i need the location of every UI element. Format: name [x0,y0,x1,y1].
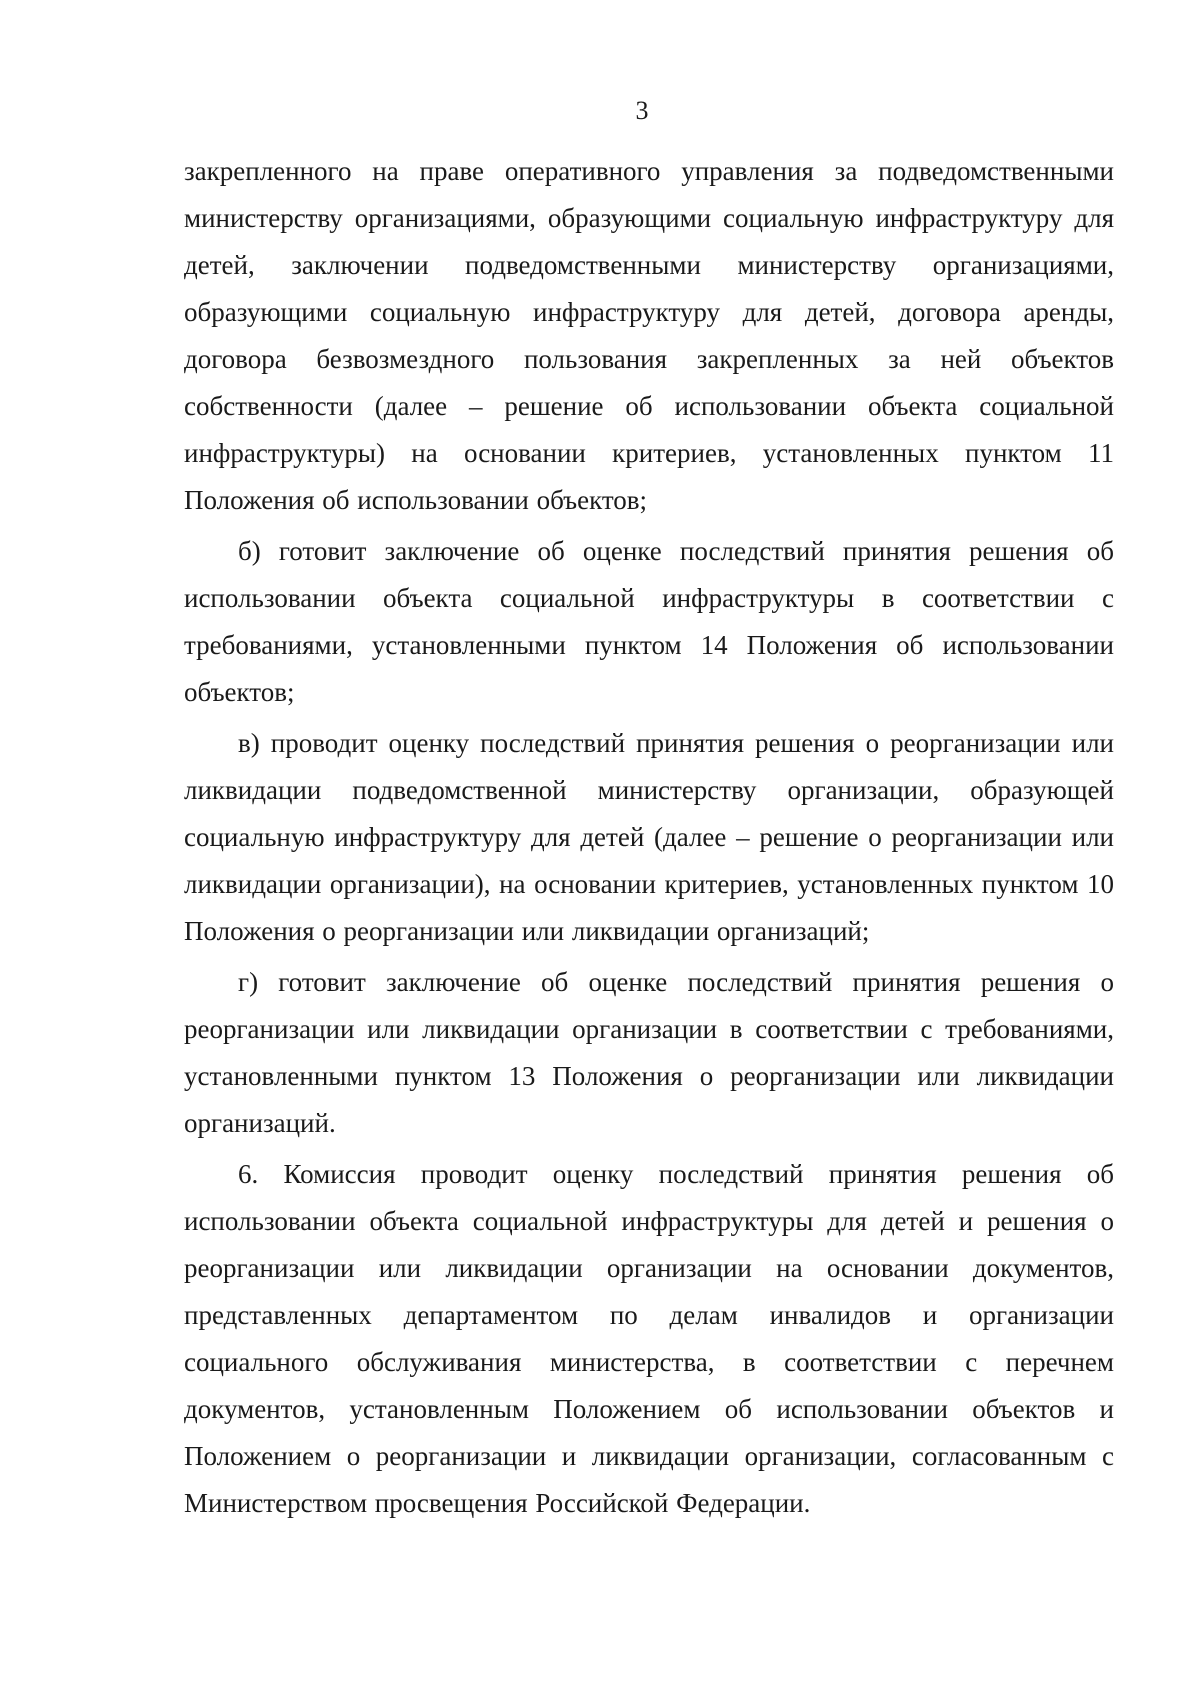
paragraph-item-g: г) готовит заключение об оценке последствий принятия решения о реорганизации или ликвидации организации в соответствии с требованиями, установленными пунктом 13 Положения о реорганизации или ликвидации организаций. [184,967,1114,1138]
paragraph-continuation: закрепленного на праве оперативного управления за подведомственными министерству организациями, образующими социальную инфраструктуру для детей, заключении подведомственными министерству организациями, образующими социальную инфраструктуру для детей, договора аренды, договора безвозмездного пользования закрепленных за ней объектов собственности (далее – решение об использовании объекта социальной инфраструктуры) на основании критериев, установленных пунктом 11 Положения об использовании объектов; [184,156,1114,515]
page-number: 3 [635,96,649,125]
document-body [184,148,1114,1531]
paragraph-item-v: в) проводит оценку последствий принятия решения о реорганизации или ликвидации подведомственной министерству организации, образующей социальную инфраструктуру для детей (далее – решение о реорганизации или ликвидации организации), на основании критериев, установленных пунктом 10 Положения о реорганизации или ликвидации организаций; [184,728,1114,946]
paragraph-section-6: 6. Комиссия проводит оценку последствий принятия решения об использовании объекта социальной инфраструктуры для детей и решения о реорганизации или ликвидации организации на основании документов, представленных департаментом по делам инвалидов и организации социального обслуживания министерства, в соответствии с перечнем документов, установленным Положением об использовании объектов и Положением о реорганизации и ликвидации организации, согласованным с Министерством просвещения Российской Федерации. [184,1159,1114,1518]
paragraph-item-b: б) готовит заключение об оценке последствий принятия решения об использовании объекта социальной инфраструктуры в соответствии с требованиями, установленными пунктом 14 Положения об использовании объектов; [184,536,1114,707]
